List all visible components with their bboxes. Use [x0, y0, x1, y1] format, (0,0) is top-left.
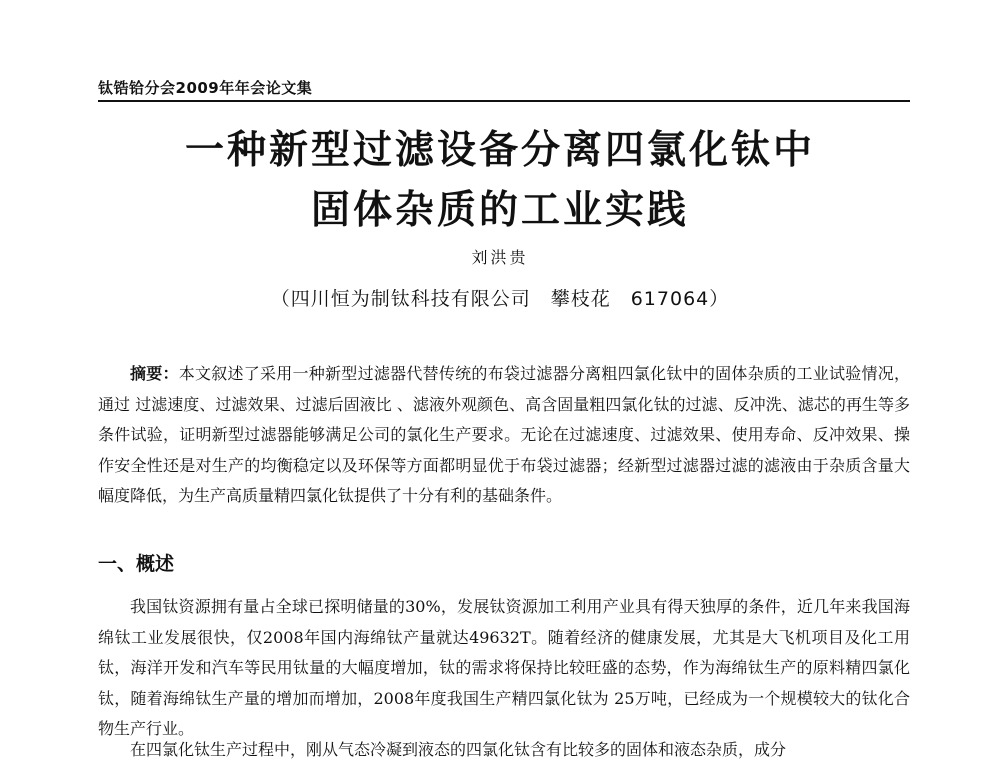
- author-name: 刘洪贵: [471, 248, 529, 267]
- paper-title-line-2: 固体杂质的工业实践: [310, 187, 689, 233]
- body-paragraph-1: 我国钛资源拥有量占全球已探明储量的30%，发展钛资源加工利用产业具有得天独厚的条件，近几年来我国海绵钛工业发展很快，仅2008年国内海绵钛产量就达49632T。随着经济的健康发展，尤其是大飞机项目及化工用钛，海洋开发和汽车等民用钛量的大幅度增加，钛的需求将保持比较旺盛的态势，作为海绵钛生产的原料精四氯化钛，随着海绵钛生产量的增加而增加，2008年度我国生产精四氯化钛为 25万吨，已经成为一个规模较大的钛化合物生产行业。: [98, 597, 910, 738]
- paper-title-line-1: 一种新型过滤设备分离四氯化钛中: [184, 127, 815, 173]
- abstract-label: 摘要：: [130, 364, 179, 383]
- abstract-text: 本文叙述了采用一种新型过滤器代替传统的布袋过滤器分离粗四氯化钛中的固体杂质的工业试验情况，通过 过滤速度、过滤效果、过滤后固液比 、滤液外观颜色、高含固量粗四氯化钛的过滤、反冲洗、滤芯的再生等多条件试验，证明新型过滤器能够满足公司的氯化生产要求。无论在过滤速度、过滤效果、使用寿命、反冲效果、操作安全性还是对生产的均衡稳定以及环保等方面都明显优于布袋过滤器；经新型过滤器过滤的滤液由于杂质含量大幅度降低，为生产高质量精四氯化钛提供了十分有利的基础条件。: [98, 364, 910, 505]
- section-heading-overview: 一、概述: [98, 553, 175, 575]
- body-paragraph-2: 在四氯化钛生产过程中，刚从气态冷凝到液态的四氯化钛含有比较多的固体和液态杂质，成分: [130, 740, 787, 759]
- author-affiliation: （四川恒为制钛科技有限公司 攀枝花 617064）: [270, 288, 730, 310]
- running-header: 钛锆铪分会2009年年会论文集: [98, 79, 313, 97]
- header-rule: [98, 100, 910, 102]
- abstract: [98, 359, 910, 512]
